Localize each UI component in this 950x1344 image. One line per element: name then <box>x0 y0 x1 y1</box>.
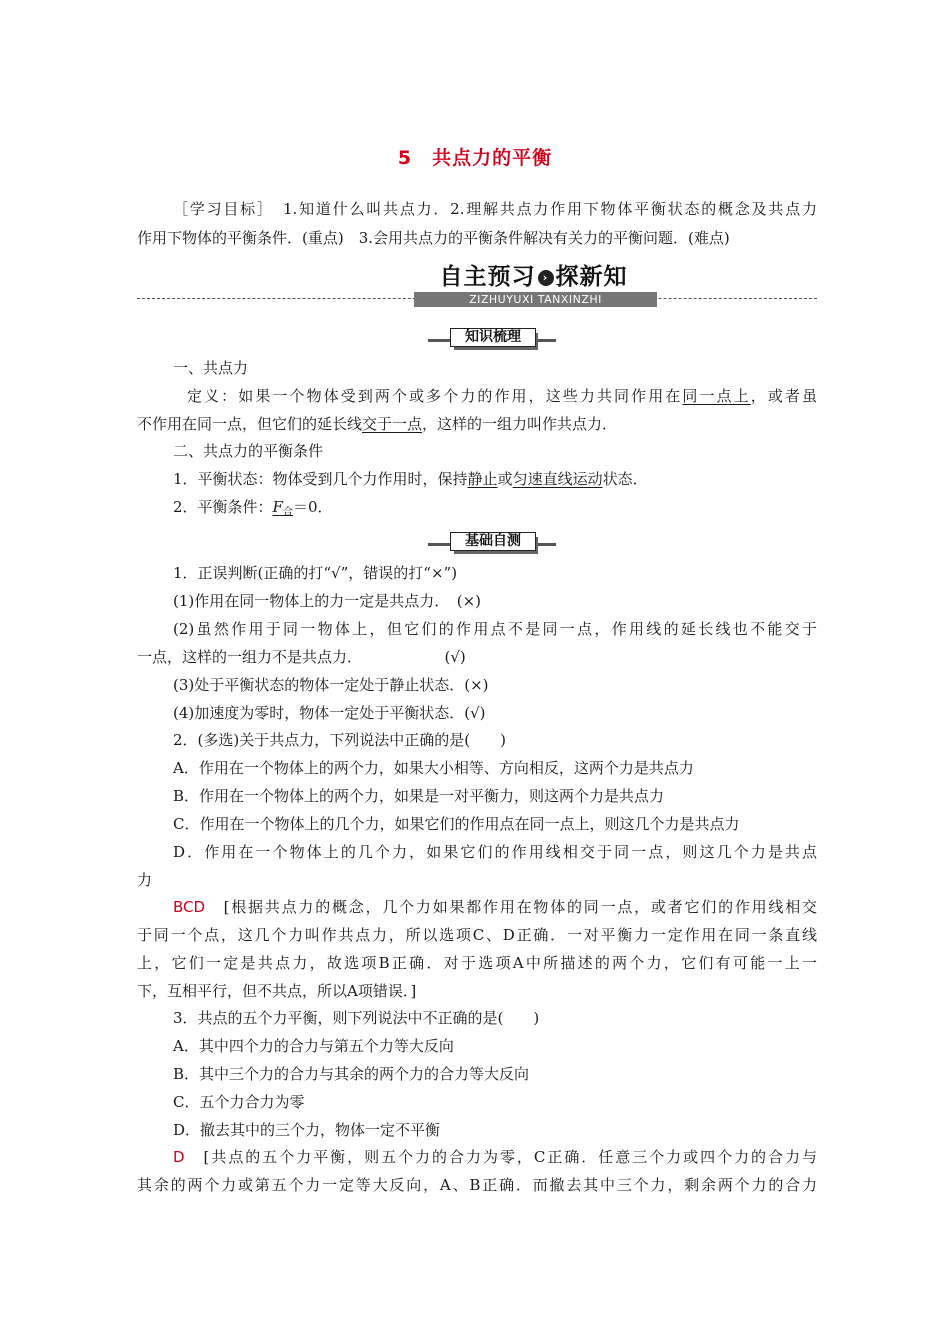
q2-explanation-line-4: 下，互相平行，但不共点，所以A项错误．] <box>137 982 417 1000</box>
tag-knowledge <box>428 327 556 347</box>
q1-s3: (3)处于平衡状态的物体一定处于静止状态．(×) <box>173 676 489 694</box>
section1-def-line-1: 定义：如果一个物体受到两个或多个力的作用，这些力共同作用在同一点上，或者虽 <box>187 387 817 405</box>
q3-option-c: C．五个力合力为零 <box>173 1093 305 1111</box>
arrow-icon: › <box>538 270 554 286</box>
tag-test-label: 基础自测 <box>450 532 536 551</box>
q2-option-a: A．作用在一个物体上的两个力，如果大小相等、方向相反，这两个力是共点力 <box>173 759 694 777</box>
blank-same-point: 同一点上 <box>682 387 751 405</box>
q1-s2-line-2: 一点，这样的一组力不是共点力． (√) <box>137 648 466 666</box>
q3-option-d: D．撤去其中的三个力，物体一定不平衡 <box>173 1121 441 1139</box>
q2-option-d-line-2: 力 <box>137 871 153 889</box>
q3-option-a: A．其中四个力的合力与第五个力等大反向 <box>173 1037 454 1055</box>
blank-rest: 静止 <box>467 470 498 488</box>
q2-explanation-line-1: BCD [根据共点力的概念，几个力如果都作用在物体的同一点，或者它们的作用线相交 <box>173 898 817 916</box>
section1-heading: 一、共点力 <box>173 359 249 377</box>
q2-explanation-line-2: 于同一个点，这几个力叫作共点力，所以选项C、D正确．一对平衡力一定作用在同一条直线 <box>137 926 817 944</box>
q3-explanation-line-1: D [共点的五个力平衡，则五个力的合力为零，C正确．任意三个力或四个力的合力与 <box>173 1148 817 1166</box>
q2-option-d-line-1: D．作用在一个物体上的几个力，如果它们的作用线相交于同一点，则这几个力是共点 <box>173 843 817 861</box>
q3-option-b: B．其中三个力的合力与其余的两个力的合力等大反向 <box>173 1065 530 1083</box>
banner-subtitle: ZIZHUYUXI TANXINZHI <box>414 292 657 307</box>
section2-item-1: 1．平衡状态：物体受到几个力作用时，保持静止或匀速直线运动状态． <box>173 470 648 488</box>
q1-s4: (4)加速度为零时，物体一定处于平衡状态．(√) <box>173 704 486 722</box>
tag-test <box>428 531 556 551</box>
blank-net-force: $F_合$ <box>272 498 293 518</box>
q3-stem: 3．共点的五个力平衡，则下列说法中不正确的是( ) <box>173 1009 540 1027</box>
q1-s1: (1)作用在同一物体上的力一定是共点力． (×) <box>173 592 482 610</box>
banner-title-a: 自主预习 <box>439 264 536 290</box>
q3-answer: D <box>173 1148 185 1166</box>
q2-option-c: C．作用在一个物体上的几个力，如果它们的作用点在同一点上，则这几个力是共点力 <box>173 815 740 833</box>
banner-title-b: 探新知 <box>555 264 628 290</box>
section2-heading: 二、共点力的平衡条件 <box>173 442 324 460</box>
q1-s2-line-1: (2)虽然作用于同一物体上，但它们的作用点不是同一点，作用线的延长线也不能交于 <box>173 620 817 638</box>
blank-uniform-motion: 匀速直线运动 <box>512 470 603 488</box>
section1-def-line-2: 不作用在同一点，但它们的延长线交于一点，这样的一组力叫作共点力． <box>137 415 618 433</box>
q2-stem: 2．(多选)关于共点力，下列说法中正确的是( ) <box>173 731 506 749</box>
banner-title <box>410 262 657 292</box>
q1-stem: 1．正误判断(正确的打“√”，错误的打“×”) <box>173 564 458 582</box>
q2-option-b: B．作用在一个物体上的两个力，如果是一对平衡力，则这两个力是共点力 <box>173 787 665 805</box>
page-title: 5 共点力的平衡 <box>397 147 553 169</box>
tag-knowledge-label: 知识梳理 <box>450 328 536 347</box>
objectives-line-1: ［学习目标］ 1.知道什么叫共点力．2.理解共点力作用下物体平衡状态的概念及共点力 <box>173 200 817 218</box>
objectives-line-2: 作用下物体的平衡条件．(重点) 3.会用共点力的平衡条件解决有关力的平衡问题．(难点) <box>137 229 730 247</box>
q2-explanation-line-3: 上，它们一定是共点力，故选项B正确．对于选项A中所描述的两个力，它们有可能一上一 <box>137 954 817 972</box>
section2-item-2: 2．平衡条件：$F_合=0$． <box>173 498 333 518</box>
q3-explanation-line-2: 其余的两个力或第五个力一定等大反向，A、B正确．而撤去其中三个力，剩余两个力的合力 <box>137 1176 817 1194</box>
q2-answer: BCD <box>173 898 206 916</box>
section-banner <box>410 262 657 308</box>
blank-intersect: 交于一点 <box>362 415 423 433</box>
